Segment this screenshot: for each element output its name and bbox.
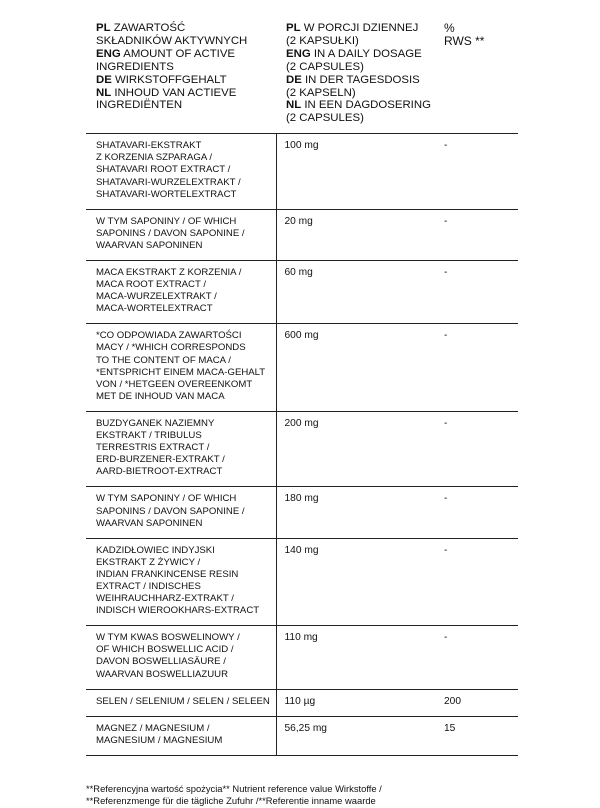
ingredient-line: W TYM SAPONINY / OF WHICH [96, 493, 237, 505]
ingredient-line: MAGNESIUM / MAGNESIUM [96, 734, 223, 746]
ingredient-cell [86, 689, 276, 716]
ingredient-line: SHATAVARI ROOT EXTRACT / [96, 164, 231, 176]
amount-cell: 60 mg [276, 261, 438, 324]
header-text: INGREDIENTS [96, 60, 174, 73]
language-code: ENG [96, 47, 121, 60]
header-text: SKŁADNIKÓW AKTYWNYCH [96, 34, 248, 47]
table-row [86, 716, 518, 755]
rws-cell: - [438, 261, 518, 324]
amount-cell: 110 mg [276, 626, 438, 689]
ingredient-line: TO THE CONTENT OF MACA / [96, 354, 231, 366]
ingredient-line: Z KORZENIA SZPARAGA / [96, 152, 213, 164]
footnote [86, 783, 518, 808]
language-code: ENG [286, 47, 311, 60]
header-line [286, 35, 434, 48]
header-line [96, 35, 272, 48]
rws-cell: 15 [438, 716, 518, 755]
ingredient-line: TERRESTRIS EXTRACT / [96, 442, 210, 454]
header-line [286, 87, 434, 100]
header-rws [438, 18, 518, 134]
header-line: % [444, 21, 455, 35]
rws-cell: - [438, 411, 518, 486]
header-line [96, 22, 272, 35]
header-line [96, 48, 272, 61]
header-daily-dosage [276, 18, 438, 134]
ingredient-line: SHATAVARI-WURZELEXTRAKT / [96, 176, 241, 188]
header-line [96, 99, 272, 112]
rws-cell: - [438, 538, 518, 626]
header-text: AMOUNT OF ACTIVE [120, 47, 236, 60]
ingredient-line: MET DE INHOUD VAN MACA [96, 390, 225, 402]
table-row [86, 538, 518, 626]
header-text: INGREDIËNTEN [96, 99, 183, 112]
table-row [86, 487, 518, 538]
rws-cell: - [438, 487, 518, 538]
header-text: IN DER TAGESDOSIS [301, 73, 420, 86]
ingredient-line: MACY / *WHICH CORRESPONDS [96, 342, 246, 354]
ingredient-line: MACA-WORTELEXTRACT [96, 303, 213, 315]
ingredient-cell [86, 261, 276, 324]
ingredient-line: WAARVAN SAPONINEN [96, 239, 203, 251]
rws-cell: - [438, 134, 518, 209]
header-line: RWS ** [444, 34, 485, 48]
ingredient-cell [86, 209, 276, 260]
amount-cell: 56,25 mg [276, 716, 438, 755]
ingredient-cell [86, 487, 276, 538]
header-ingredients [86, 18, 276, 134]
amount-cell: 200 mg [276, 411, 438, 486]
header-text: WIRKSTOFFGEHALT [111, 73, 227, 86]
table-row [86, 626, 518, 689]
rws-cell: 200 [438, 689, 518, 716]
header-text: (2 KAPSELN) [286, 86, 356, 99]
ingredient-line: W TYM KWAS BOSWELINOWY / [96, 632, 240, 644]
ingredient-cell [86, 716, 276, 755]
header-text: ZAWARTOŚĆ [110, 22, 186, 34]
header-line [96, 61, 272, 74]
amount-cell: 110 µg [276, 689, 438, 716]
ingredient-line: EKSTRAKT Z ŻYWICY / [96, 556, 201, 568]
ingredient-line: EXTRACT / INDISCHES [96, 580, 201, 592]
amount-cell: 100 mg [276, 134, 438, 209]
header-line [96, 87, 272, 100]
language-code: DE [96, 73, 112, 86]
footnote-line: **Referenzmenge für die tägliche Zufuhr /**Referentie inname waarde [86, 795, 376, 807]
table-row [86, 689, 518, 716]
ingredient-line: *ENTSPRICHT EINEM MACA-GEHALT [96, 366, 266, 378]
ingredients-table [86, 18, 518, 756]
header-line [96, 74, 272, 87]
rws-cell: - [438, 626, 518, 689]
ingredient-line: DAVON BOSWELLIASÄURE / [96, 656, 226, 668]
header-line [286, 48, 434, 61]
language-code: NL [96, 86, 112, 99]
ingredient-cell [86, 626, 276, 689]
ingredient-line: ERD-BURZENER-EXTRAKT / [96, 454, 225, 466]
rws-cell: - [438, 324, 518, 412]
header-line [286, 99, 434, 112]
ingredient-line: W TYM SAPONINY / OF WHICH [96, 215, 237, 227]
ingredient-line: AARD-BIETROOT-EXTRACT [96, 466, 223, 478]
rws-cell: - [438, 209, 518, 260]
footnote-line: **Referencyjna wartość spożycia** Nutrient reference value Wirkstoffe / [86, 782, 382, 794]
ingredient-line: MACA ROOT EXTRACT / [96, 279, 206, 291]
header-text: IN A DAILY DOSAGE [310, 47, 422, 60]
ingredient-line: WAARVAN BOSWELLIAZUUR [96, 668, 229, 680]
ingredient-line: WEIHRAUCHHARZ-EXTRAKT / [96, 593, 234, 605]
language-code: PL [96, 22, 111, 34]
amount-cell: 600 mg [276, 324, 438, 412]
table-row [86, 261, 518, 324]
header-text: (2 CAPSULES) [286, 112, 364, 125]
ingredient-line: EKSTRAKT / TRIBULUS [96, 430, 202, 442]
header-line [286, 61, 434, 74]
ingredient-line: SAPONINS / DAVON SAPONINE / [96, 505, 245, 517]
nutrition-label [86, 18, 518, 808]
ingredient-line: MACA-WURZELEXTRAKT / [96, 291, 217, 303]
ingredient-line: WAARVAN SAPONINEN [96, 517, 203, 529]
amount-cell: 180 mg [276, 487, 438, 538]
ingredient-line: INDIAN FRANKINCENSE RESIN [96, 568, 239, 580]
ingredient-line: VON / *HETGEEN OVEREENKOMT [96, 378, 253, 390]
header-text: W PORCJI DZIENNEJ [300, 22, 419, 34]
table-row [86, 324, 518, 412]
ingredient-line: MACA EKSTRAKT Z KORZENIA / [96, 267, 242, 278]
language-code: DE [286, 73, 302, 86]
language-code: PL [286, 22, 301, 34]
amount-cell: 20 mg [276, 209, 438, 260]
header-line [286, 74, 434, 87]
table-row [86, 134, 518, 209]
ingredient-cell [86, 324, 276, 412]
ingredient-cell [86, 134, 276, 209]
header-line [286, 112, 434, 125]
ingredient-line: SELEN / SELENIUM / SELEN / SELEEN [96, 695, 270, 707]
language-code: NL [286, 99, 302, 112]
ingredient-line: KADZIDŁOWIEC INDYJSKI [96, 544, 215, 556]
table-header-row [86, 18, 518, 134]
ingredient-line: INDISCH WIEROOKHARS-EXTRACT [96, 605, 260, 617]
table-row [86, 411, 518, 486]
table-row [86, 209, 518, 260]
ingredient-line: BUZDYGANEK NAZIEMNY [96, 417, 215, 429]
header-line [286, 22, 434, 35]
ingredient-line: SHATAVARI-WORTELEXTRACT [96, 188, 237, 200]
ingredient-cell [86, 538, 276, 626]
header-text: IN EEN DAGDOSERING [301, 99, 431, 112]
header-text: INHOUD VAN ACTIEVE [111, 86, 237, 99]
ingredient-cell [86, 411, 276, 486]
ingredient-line: OF WHICH BOSWELLIC ACID / [96, 644, 234, 656]
amount-cell: 140 mg [276, 538, 438, 626]
ingredient-line: *CO ODPOWIADA ZAWARTOŚCI [96, 330, 242, 342]
ingredient-line: SAPONINS / DAVON SAPONINE / [96, 227, 245, 239]
header-text: (2 KAPSUŁKI) [286, 34, 359, 47]
header-text: (2 CAPSULES) [286, 60, 364, 73]
ingredient-line: SHATAVARI-EKSTRAKT [96, 140, 202, 152]
ingredient-line: MAGNEZ / MAGNESIUM / [96, 722, 210, 734]
